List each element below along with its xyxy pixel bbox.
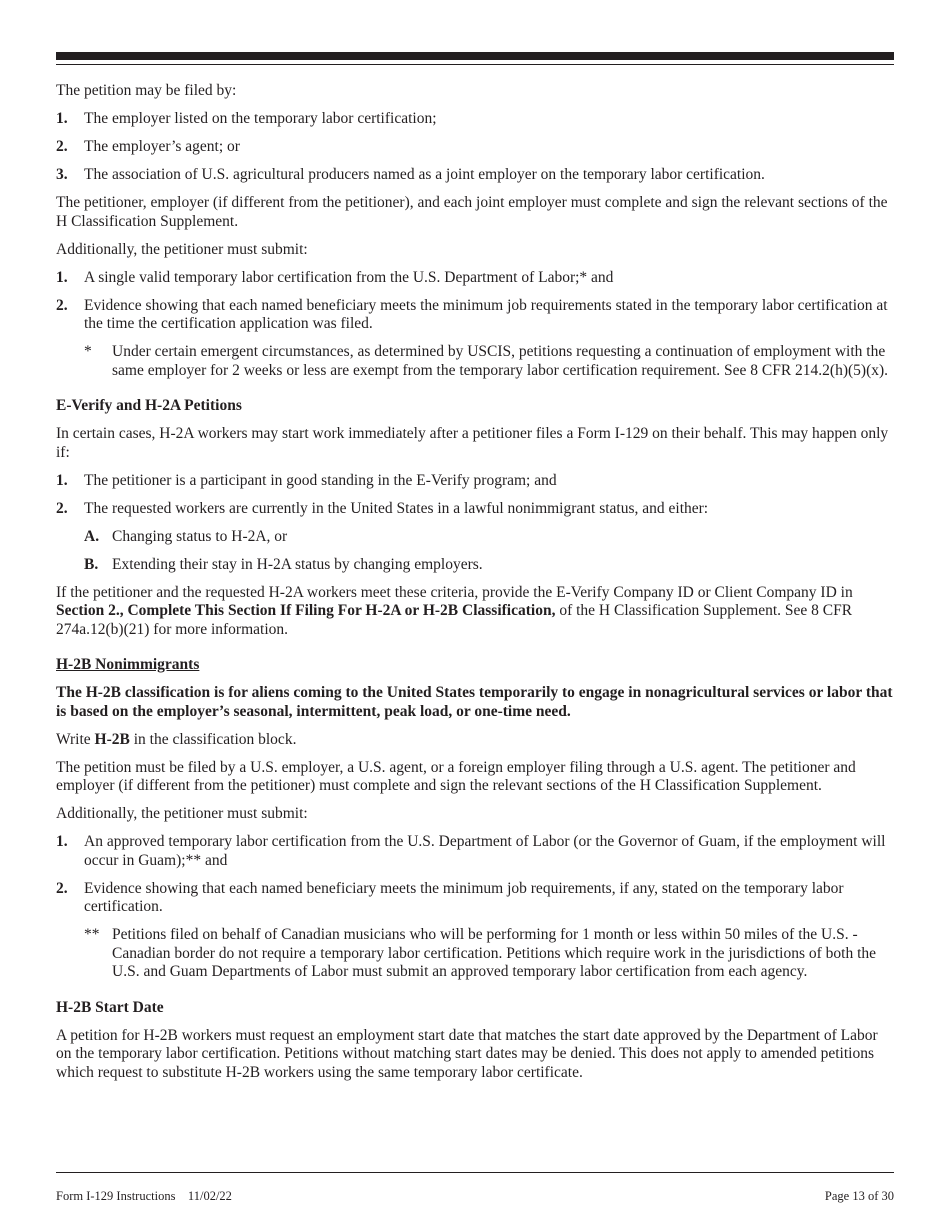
list-item: 3. The association of U.S. agricultural producers named as a joint employer on the temporary labor certification. <box>56 166 765 183</box>
page-content <box>56 82 896 1092</box>
start-date-text: A petition for H-2B workers must request an employment start date that matches the start date approved by the Department of Labor on the temporary labor certification. Petitions without matching start dates may be denied. This does not apply to amended petitions which request to substitute H-2B workers using the same temporary labor certificate. <box>56 1026 878 1081</box>
additionally-text: Additionally, the petitioner must submit: <box>56 240 308 258</box>
footnote: * Under certain emergent circumstances, as determined by USCIS, petitions requesting a continuation of employment with the same employer for 2 weeks or less are exempt from the temporary labor certification requirement. See 8 CFR 214.2(h)(5)(x). <box>84 343 889 379</box>
sign-paragraph: The petitioner, employer (if different from the petitioner), and each joint employer must complete and sign the relevant sections of the H Classification Supplement. <box>56 194 888 230</box>
list-item: 2. Evidence showing that each named beneficiary meets the minimum job requirements, if any, stated on the temporary labor certification. <box>56 879 844 915</box>
list-item: 2. Evidence showing that each named beneficiary meets the minimum job requirements stated in the temporary labor certification at the time the certification application was filed. <box>56 296 888 332</box>
h2b-lead: The H-2B classification is for aliens coming to the United States temporarily to engage in nonagricultural services or labor that is based on the employer’s seasonal, intermittent, peak load, or one-time need. <box>56 684 893 720</box>
everify-heading: E-Verify and H-2A Petitions <box>56 397 242 414</box>
footer-page-number: Page 13 of 30 <box>824 1189 894 1203</box>
h2b-heading: H-2B Nonimmigrants <box>56 656 200 673</box>
sub-list-item: B. Extending their stay in H-2A status by changing employers. <box>84 555 483 573</box>
intro-text: The petition may be filed by: <box>56 82 237 99</box>
everify-criteria: If the petitioner and the requested H-2A workers meet these criteria, provide the E-Verify Company ID or Client Company ID in Section 2., Complete This Section If Filing For H-2A or H-2B Classification, of the H Classification Supplement. See 8 CFR 274a.12(b)(21) for more information. <box>56 583 853 638</box>
footer-rule <box>56 1172 894 1173</box>
h2b-filed-paragraph: The petition must be filed by a U.S. employer, a U.S. agent, or a foreign employer filing through a U.S. agent. The petitioner and employer (if different from the petitioner) must complete and sign the relevant sections of the H Classification Supplement. <box>56 758 856 794</box>
list-item: 1. The employer listed on the temporary labor certification; <box>56 110 437 127</box>
list-item: 1. The petitioner is a participant in good standing in the E-Verify program; and <box>56 471 557 489</box>
list-item: 1. A single valid temporary labor certification from the U.S. Department of Labor;* and <box>56 268 614 286</box>
footer-form-id: Form I-129 Instructions 11/02/22 <box>56 1189 232 1203</box>
h2b-write: Write H-2B in the classification block. <box>56 730 297 748</box>
start-date-heading: H-2B Start Date <box>56 998 164 1016</box>
list-item: 2. The requested workers are currently in the United States in a lawful nonimmigrant status, and either: <box>56 499 709 517</box>
list-item: 1. An approved temporary labor certification from the U.S. Department of Labor (or the Governor of Guam, if the employment will occur in Guam);** and <box>56 833 886 869</box>
list-item: 2. The employer’s agent; or <box>56 138 240 155</box>
footnote: ** Petitions filed on behalf of Canadian musicians who will be performing for 1 month or less within 50 miles of the U.S. - Canadian border do not require a temporary labor certification. Petitions which require work in the jurisdictions of both the U.S. and Guam Departments of Labor must submit an approved temporary labor certification from each agency. <box>84 926 877 980</box>
everify-intro: In certain cases, H-2A workers may start work immediately after a petitioner files a Form I-129 on their behalf. This may happen only if: <box>56 425 889 461</box>
header-rule-thick <box>56 52 894 60</box>
h2b-additionally: Additionally, the petitioner must submit: <box>56 805 308 822</box>
sub-list-item: A. Changing status to H-2A, or <box>84 527 288 545</box>
header-rule-thin <box>56 64 894 65</box>
